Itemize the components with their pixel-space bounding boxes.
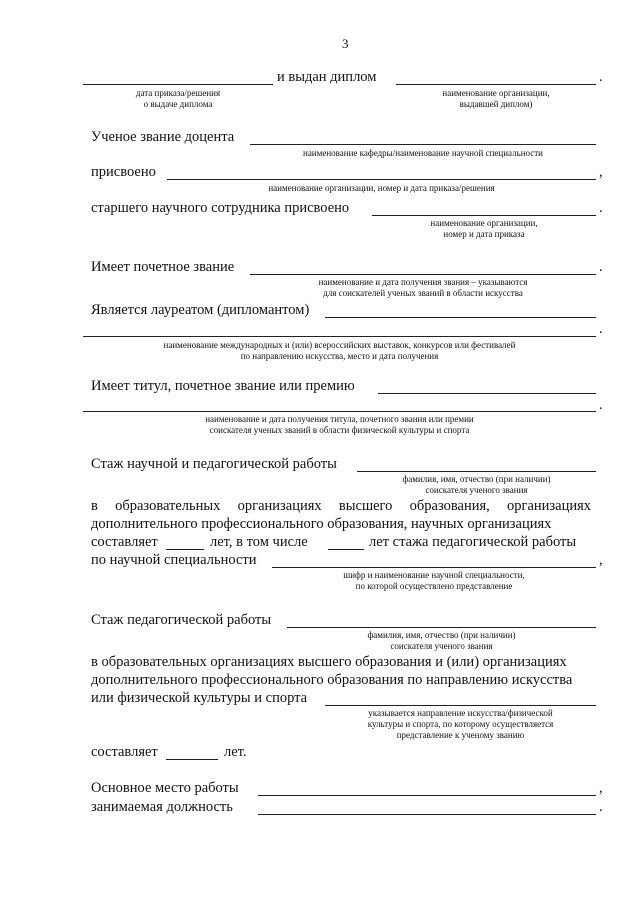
laureate-label: Является лауреатом (дипломантом) — [91, 302, 310, 318]
page-number: 3 — [342, 36, 349, 51]
candidate-name-field-2[interactable] — [287, 627, 596, 628]
caption: наименование кафедры/наименование научной специальности — [303, 148, 543, 158]
row-end-punct: . — [599, 397, 603, 413]
laureate-field[interactable] — [325, 317, 596, 318]
paragraph-line: в образовательных организациях высшего образования, организациях — [91, 498, 592, 514]
row-end-punct: . — [599, 799, 603, 815]
row-end-punct: . — [599, 200, 603, 216]
row-end-punct: . — [599, 259, 603, 275]
position-field[interactable] — [258, 814, 596, 815]
arts-years-field[interactable] — [166, 759, 218, 760]
laureate-field-continued[interactable] — [83, 336, 596, 337]
total-years-field[interactable] — [166, 549, 204, 550]
caption: наименование международных и (или) всероссийских выставок, конкурсов или фестивалей по направлению искусства, место и дата получения — [163, 340, 516, 361]
specialty-field[interactable] — [272, 567, 596, 568]
order-date-field[interactable] — [83, 84, 273, 85]
caption: наименование организации, выдавшей диплом) — [442, 88, 550, 109]
arts-direction-field[interactable] — [325, 705, 596, 706]
candidate-name-field[interactable] — [357, 471, 596, 472]
paragraph-line: дополнительного профессионального образования, научных организациях — [91, 516, 552, 532]
main-workplace-label: Основное место работы — [91, 780, 239, 796]
row-end-punct: . — [599, 321, 603, 337]
honorary-title-label: Имеет почетное звание — [91, 259, 235, 275]
caption: фамилия, имя, отчество (при наличии) соискателя ученого звания — [402, 474, 551, 495]
department-field[interactable] — [250, 144, 596, 145]
including-label: лет, в том числе — [210, 534, 308, 550]
diploma-issued-label: и выдан диплом — [277, 69, 377, 85]
senior-researcher-field[interactable] — [372, 215, 596, 216]
scientific-experience-label: Стаж научной и педагогической работы — [91, 456, 337, 472]
position-label: занимаемая должность — [91, 799, 233, 815]
teaching-years-label: лет стажа педагогической работы — [369, 534, 577, 550]
row-end-punct: . — [599, 69, 603, 85]
paragraph-line: в образовательных организациях высшего образования и (или) организациях — [91, 654, 567, 670]
caption: указывается направление искусства/физической культуры и спорта, по которому осуществляется представление к ученому званию — [367, 708, 554, 740]
paragraph-line: дополнительного профессионального образования по направлению искусства — [91, 672, 573, 688]
assigned-label: присвоено — [91, 164, 156, 180]
caption: фамилия, имя, отчество (при наличии) соискателя ученого звания — [367, 630, 516, 651]
issuing-organization-field[interactable] — [396, 84, 596, 85]
total-years-label: составляет — [91, 534, 158, 550]
sport-title-field[interactable] — [378, 393, 596, 394]
teaching-experience-label: Стаж педагогической работы — [91, 612, 272, 628]
paragraph-line: или физической культуры и спорта — [91, 690, 308, 706]
sport-title-label: Имеет титул, почетное звание или премию — [91, 378, 355, 394]
docent-title-label: Ученое звание доцента — [91, 129, 235, 145]
main-workplace-field[interactable] — [258, 795, 596, 796]
teaching-years-field[interactable] — [328, 549, 364, 550]
sport-title-field-continued[interactable] — [83, 411, 596, 412]
row-end-punct: , — [599, 164, 603, 180]
honorary-title-field[interactable] — [250, 274, 596, 275]
senior-researcher-label: старшего научного сотрудника присвоено — [91, 200, 350, 216]
years-label: лет. — [224, 744, 247, 760]
caption: наименование организации, номер и дата приказа/решения — [268, 183, 495, 193]
years-total-label: составляет — [91, 744, 158, 760]
caption: шифр и наименование научной специальности, по которой осуществлено представление — [343, 570, 525, 591]
assigning-organization-field[interactable] — [167, 179, 596, 180]
row-end-punct: , — [599, 552, 603, 568]
specialty-label: по научной специальности — [91, 552, 257, 568]
row-end-punct: , — [599, 780, 603, 796]
caption: наименование и дата получения звания – указываются для соискателей ученых званий в области искусства — [318, 277, 528, 298]
caption: наименование организации, номер и дата приказа — [430, 218, 538, 239]
caption: дата приказа/решения о выдаче диплома — [135, 88, 221, 109]
caption: наименование и дата получения титула, почетного звания или премии соискателя ученых званий в области физической культуры и спорта — [205, 414, 474, 435]
